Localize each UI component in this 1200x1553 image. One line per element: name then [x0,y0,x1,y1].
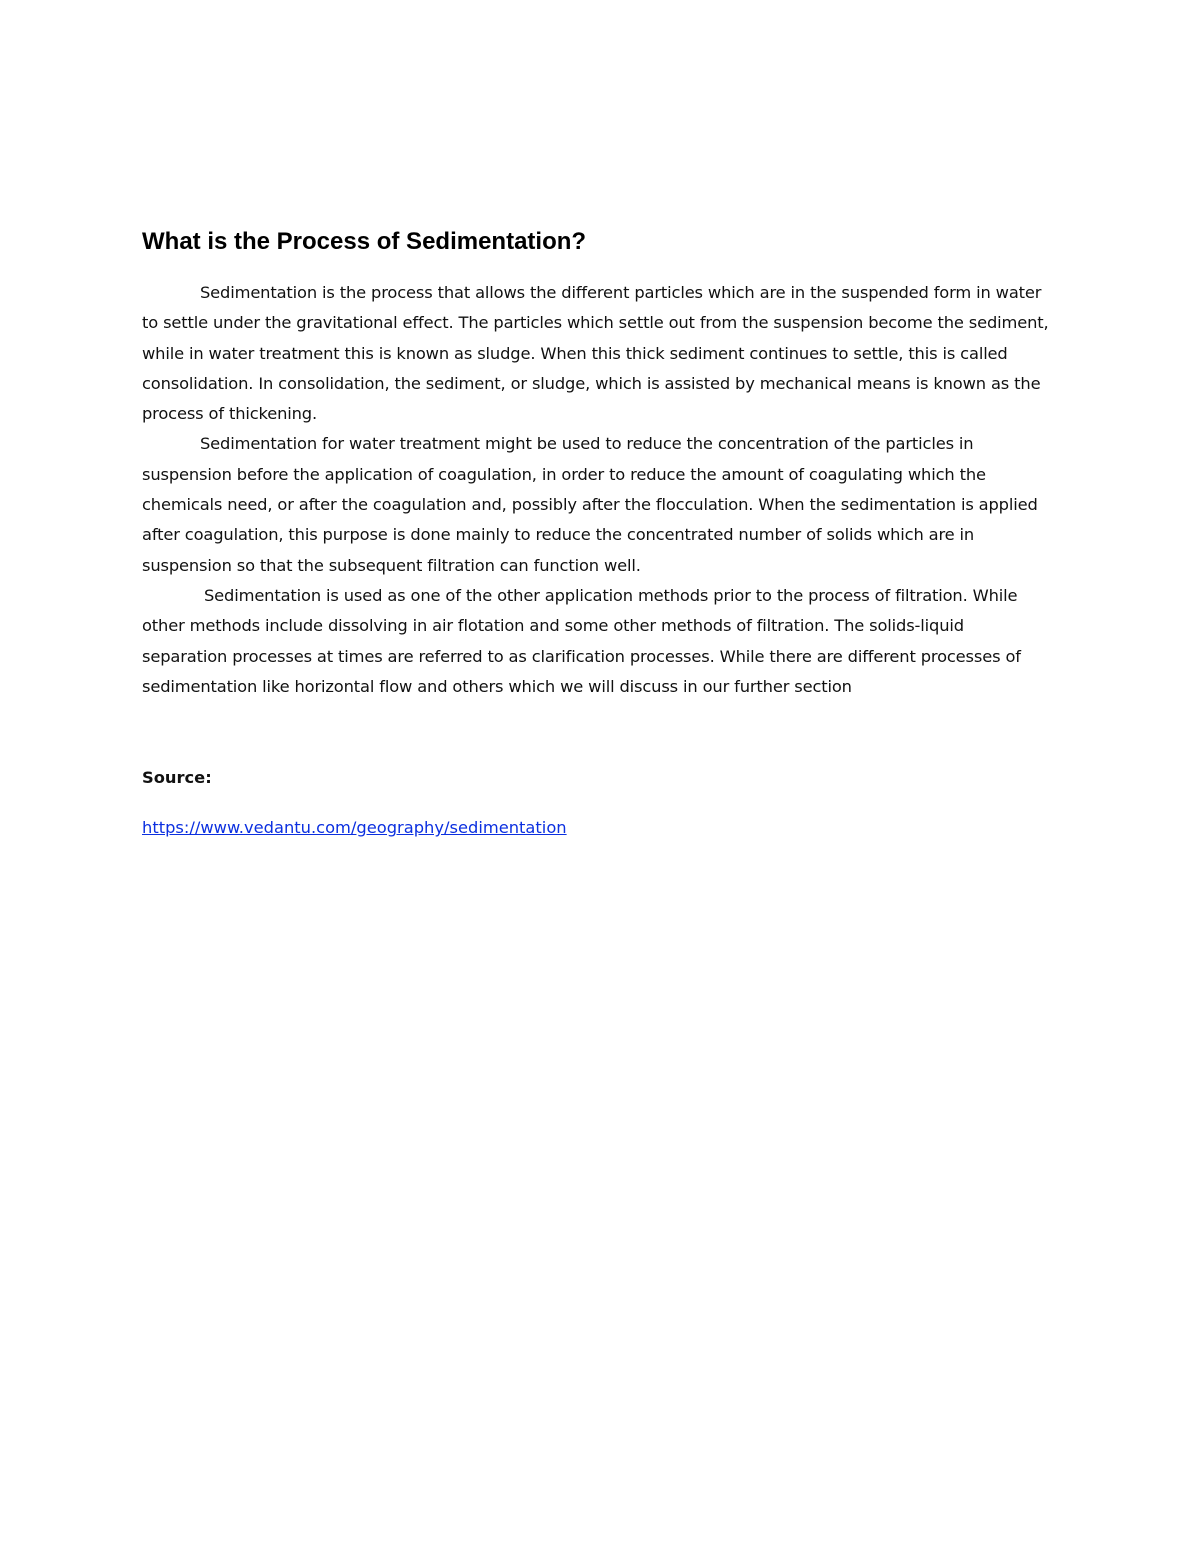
document-body [142,278,1052,702]
source-link[interactable]: https://www.vedantu.com/geography/sedimentation [142,818,567,838]
paragraph-1: Sedimentation is the process that allows the different particles which are in the suspended form in water to settle under the gravitational effect. The particles which settle out from the suspension become the sediment, while in water treatment this is known as sludge. When this thick sediment continues to settle, this is called consolidation. In consolidation, the sediment, or sludge, which is assisted by mechanical means is known as the process of thickening. [142,283,1049,424]
document-title: What is the Process of Sedimentation? [142,228,587,255]
paragraph-3: Sedimentation is used as one of the other application methods prior to the process of filtration. While other methods include dissolving in air flotation and some other methods of filtration. The solids-liquid separation processes at times are referred to as clarification processes. While there are different processes of sedimentation like horizontal flow and others which we will discuss in our further section [142,585,1021,696]
document-content [142,226,1052,842]
paragraph-2: Sedimentation for water treatment might be used to reduce the concentration of the particles in suspension before the application of coagulation, in order to reduce the amount of coagulating which the chemicals need, or after the coagulation and, possibly after the flocculation. When the sedimentation is applied after coagulation, this purpose is done mainly to reduce the concentrated number of solids which are in suspension so that the subsequent filtration can function well. [142,434,1038,575]
source-block [142,764,1052,842]
source-label: Source: [142,768,212,788]
